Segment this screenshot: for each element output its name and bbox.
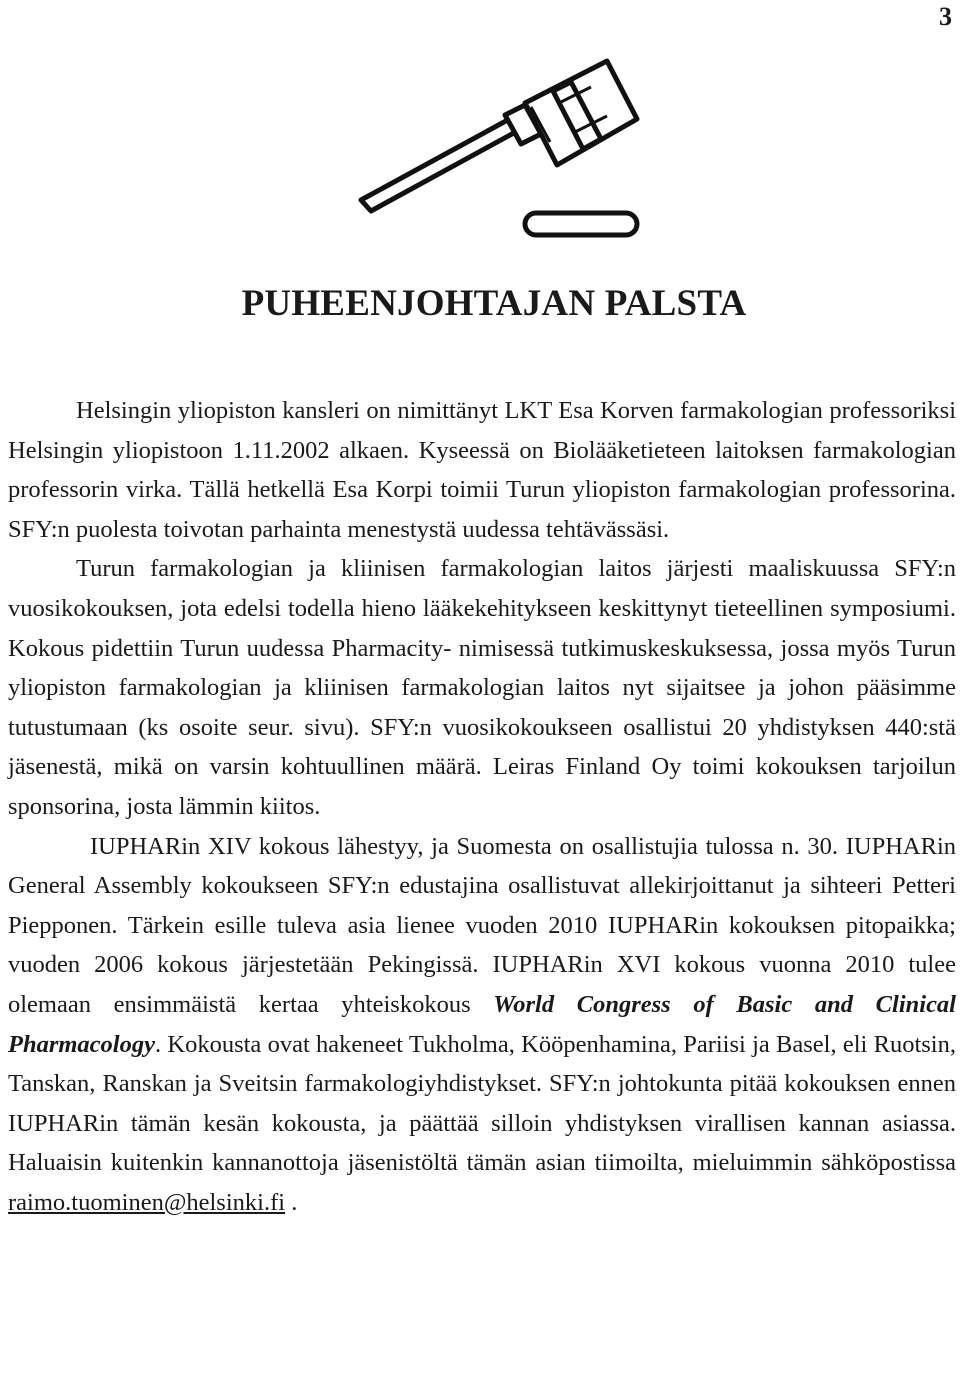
iuphar-text-end: . [285, 1188, 298, 1216]
iuphar-text-continued: . Kokousta ovat hakeneet Tukholma, Kööpenhamina, Pariisi ja Basel, eli Ruotsin, Tanskan, Ranskan ja Sveitsin farmakologiyhdistykset. SFY:n johtokunta pitää kokouksen ennen IUPHARin tämän kesän kokousta, ja päättää silloin yhdistyksen virallisen kannan asiassa. Haluaisin kuitenkin kannanottoja jäsenistöltä tämän asian tiimoilta, mieluimmin sähköpostissa [8, 1030, 956, 1177]
article-body [8, 391, 956, 1222]
paragraph-professor-appointment: Helsingin yliopiston kansleri on nimittänyt LKT Esa Korven farmakologian professoriksi Helsingin yliopistoon 1.11.2002 alkaen. Kyseessä on Biolääketieteen laitoksen farmakologian professorin virka. Tällä hetkellä Esa Korpi toimii Turun yliopiston farmakologian professorina. SFY:n puolesta toivotan parhainta menestystä uudessa tehtävässäsi. [8, 397, 956, 543]
congress-name-emphasis: World Congress of Basic and Clinical Pharmacology [8, 990, 956, 1058]
paragraph-iuphar-congress [8, 827, 956, 1223]
iuphar-text-intro: IUPHARin XIV kokous lähestyy, ja Suomesta on osallistujia tulossa n. 30. IUPHARin General Assembly kokoukseen SFY:n edustajina osallistuvat allekirjoittanut ja sihteeri Petteri Piepponen. Tärkein esille tuleva asia lienee vuoden 2010 IUPHARin kokouksen pitopaikka; vuoden 2006 kokous järjestetään Pekingissä. IUPHARin XVI kokous vuonna 2010 tulee olemaan ensimmäistä kertaa yhteiskokous [8, 832, 956, 1018]
gavel-icon [345, 45, 655, 255]
email-link[interactable]: raimo.tuominen@helsinki.fi [8, 1188, 286, 1216]
page-number: 3 [939, 2, 952, 31]
page-title: PUHEENJOHTAJAN PALSTA [241, 283, 747, 324]
paragraph-annual-meeting: Turun farmakologian ja kliinisen farmakologian laitos järjesti maaliskuussa SFY:n vuosikokouksen, jota edelsi todella hieno lääkekehitykseen keskittynyt tieteellinen symposiumi. Kokous pidettiin Turun uudessa Pharmacity- nimisessä tutkimuskeskuksessa, jossa myös Turun yliopiston farmakologian ja kliinisen farmakologian laitos nyt sijaitsee ja johon pääsimme tutustumaan (ks osoite seur. sivu). SFY:n vuosikokoukseen osallistui 20 yhdistyksen 440:stä jäsenestä, mikä on varsin kohtuullinen määrä. Leiras Finland Oy toimi kokouksen tarjoilun sponsorina, josta lämmin kiitos. [8, 555, 956, 820]
